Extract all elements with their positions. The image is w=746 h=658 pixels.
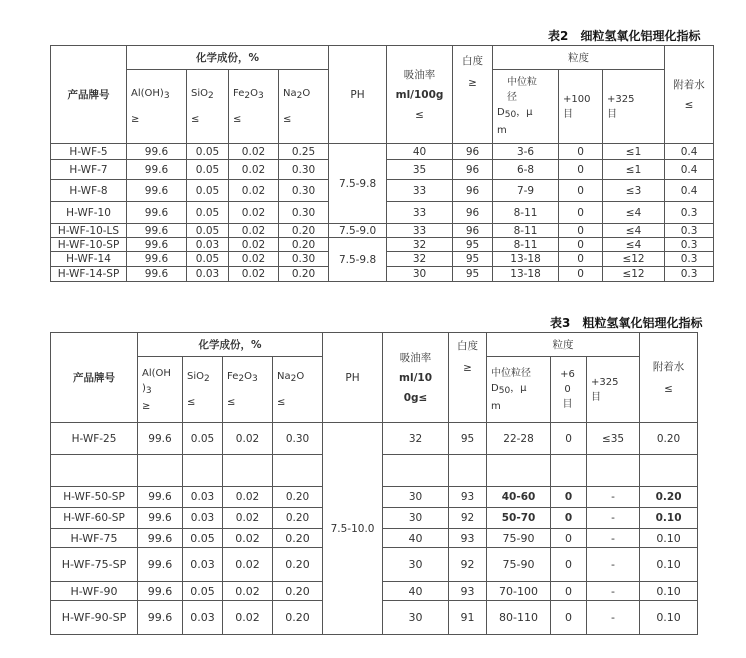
- cell-p325: -: [587, 508, 640, 529]
- cell-al: 99.6: [127, 160, 187, 180]
- cell-p60: 0: [551, 487, 587, 508]
- cell-na: [273, 455, 323, 487]
- table2-header-oil-line1: 吸油率: [403, 68, 436, 81]
- table3-caption-title: 粗粒氢氧化铝理化指标: [582, 316, 703, 330]
- table2-header-product: 产品牌号: [51, 46, 127, 144]
- table-row: [51, 144, 714, 160]
- cell-na: 0.20: [273, 582, 323, 601]
- cell-name: H-WF-5: [51, 144, 127, 160]
- cell-oil: 40: [383, 529, 449, 548]
- aloh3-line1: Al(OH: [142, 367, 171, 379]
- cell-white: 95: [453, 252, 493, 267]
- cell-p100: 0: [559, 238, 603, 252]
- table3-header-product: 产品牌号: [51, 333, 138, 423]
- cell-al: 99.6: [127, 238, 187, 252]
- cell-fe: 0.02: [229, 160, 279, 180]
- table3-header-whiteness-label: 白度: [457, 340, 479, 352]
- cell-fe: 0.02: [229, 180, 279, 202]
- table3-header-water-label: 附着水: [652, 360, 685, 373]
- cell-p60: [551, 455, 587, 487]
- cell-oil: 40: [387, 144, 453, 160]
- table3-header-aloh3: [138, 357, 183, 423]
- cell-fe: 0.02: [229, 144, 279, 160]
- cell-name: H-WF-10-LS: [51, 224, 127, 238]
- cell-oil: 30: [383, 508, 449, 529]
- cell-white: 96: [453, 224, 493, 238]
- p60-line2: 0: [564, 384, 571, 395]
- table2-header-oil: [387, 46, 453, 144]
- cell-p325: ≤4: [603, 224, 665, 238]
- cell-name: [51, 548, 138, 582]
- cell-white: [449, 455, 487, 487]
- table-row: [51, 224, 714, 238]
- cell-p325: ≤35: [587, 423, 640, 455]
- cell-water: 0.10: [640, 601, 698, 635]
- cell-d50: 7-9: [493, 180, 559, 202]
- cell-na: 0.20: [273, 508, 323, 529]
- cell-p100: 0: [559, 267, 603, 282]
- cell-p325: ≤12: [603, 252, 665, 267]
- cell-al: [138, 455, 183, 487]
- cell-d50: 80-110: [487, 601, 551, 635]
- cell-si: 0.05: [187, 160, 229, 180]
- table2-header-water-label: 附着水: [673, 78, 705, 91]
- cell-fe: 0.02: [223, 423, 273, 455]
- cell-oil: 32: [387, 252, 453, 267]
- cell-name: H-WF-50-SP: [51, 487, 138, 508]
- cell-water: 0.3: [665, 202, 714, 224]
- sio2-sub: 2: [208, 91, 214, 101]
- table3-header-sio2: [183, 357, 223, 423]
- cell-water: 0.10: [640, 508, 698, 529]
- cell-na: 0.20: [273, 548, 323, 582]
- cell-al: 99.6: [127, 224, 187, 238]
- cell-si: 0.05: [183, 423, 223, 455]
- cell-name: H-WF-60-SP: [51, 508, 138, 529]
- cell-p325: -: [587, 601, 640, 635]
- cell-fe: 0.02: [223, 548, 273, 582]
- cell-d50: 3-6: [493, 144, 559, 160]
- cell-white: 96: [453, 160, 493, 180]
- cell-name: H-WF-10-SP: [51, 238, 127, 252]
- table3-header-oil-line2: ml/10: [399, 371, 433, 384]
- cell-p325: -: [587, 529, 640, 548]
- cell-name: H-WF-90: [51, 582, 138, 601]
- cell-white: 96: [453, 202, 493, 224]
- cell-d50: 13-18: [493, 267, 559, 282]
- cell-white: 95: [453, 267, 493, 282]
- cell-p325: ≤3: [603, 180, 665, 202]
- cell-ph: 7.5-9.0: [329, 224, 387, 238]
- cell-si: 0.05: [187, 224, 229, 238]
- cell-d50: 40-60: [487, 487, 551, 508]
- cell-water: 0.3: [665, 252, 714, 267]
- fe2o3-sub2: 3: [257, 91, 264, 101]
- cell-oil: 33: [387, 180, 453, 202]
- cell-d50: 8-11: [493, 238, 559, 252]
- cell-oil: 30: [383, 548, 449, 582]
- cell-water: 0.10: [640, 529, 698, 548]
- cell-ph: 7.5-9.8: [329, 144, 387, 224]
- cell-na: 0.20: [273, 601, 323, 635]
- table2-header-fe2o3: [229, 70, 279, 144]
- sio2-label: SiO: [191, 88, 208, 99]
- cell-water: [640, 455, 698, 487]
- cell-si: 0.05: [187, 202, 229, 224]
- cell-p100: 0: [559, 180, 603, 202]
- p325-line2: 目: [607, 108, 618, 120]
- table2-header-sio2: [187, 70, 229, 144]
- cell-water: 0.4: [665, 160, 714, 180]
- cell-al: 99.6: [127, 144, 187, 160]
- aloh3-sub: 3: [163, 91, 170, 101]
- cell-al: 99.6: [127, 267, 187, 282]
- cell-si: 0.03: [183, 487, 223, 508]
- cell-na: 0.20: [273, 487, 323, 508]
- cell-name: [51, 601, 138, 635]
- table2-header-water-rel: ≤: [684, 98, 694, 111]
- cell-p100: 0: [559, 144, 603, 160]
- cell-p100: 0: [559, 160, 603, 180]
- cell-si: 0.03: [183, 508, 223, 529]
- cell-name: H-WF-7: [51, 160, 127, 180]
- cell-name: H-WF-14: [51, 252, 127, 267]
- median-sub: 50: [498, 385, 511, 396]
- table2-header-ph: PH: [329, 46, 387, 144]
- cell-al: 99.6: [127, 252, 187, 267]
- cell-d50: 8-11: [493, 224, 559, 238]
- na2o-rel: ≤: [277, 397, 286, 408]
- aloh3-line2: ): [142, 382, 146, 394]
- sio2-rel: ≤: [187, 397, 196, 408]
- na2o-label: Na: [277, 371, 291, 382]
- cell-al: 99.6: [138, 529, 183, 548]
- fe2o3-label: Fe: [233, 88, 245, 99]
- cell-p60: 0: [551, 508, 587, 529]
- cell-si: 0.03: [183, 601, 223, 635]
- fe2o3-rel: ≤: [227, 397, 236, 408]
- cell-si: 0.05: [187, 180, 229, 202]
- cell-d50: 75-90: [487, 548, 551, 582]
- median-line2: 径: [507, 92, 518, 103]
- cell-d50: 70-100: [487, 582, 551, 601]
- median-unit: m: [491, 400, 501, 412]
- table3-header-p60: [551, 357, 587, 423]
- cell-fe: 0.02: [223, 601, 273, 635]
- cell-d50: 13-18: [493, 252, 559, 267]
- table2-header-oil-line3: ≤: [415, 108, 424, 121]
- table3: [50, 332, 698, 635]
- median-tail: ，μ: [516, 107, 533, 118]
- cell-p325: ≤4: [603, 202, 665, 224]
- cell-white: 92: [449, 548, 487, 582]
- aloh3-label: Al(OH): [131, 88, 164, 99]
- table3-caption: [550, 314, 703, 331]
- fe2o3-sub1: 2: [244, 91, 251, 101]
- cell-d50: 50-70: [487, 508, 551, 529]
- table3-header-water-rel: ≤: [664, 382, 673, 395]
- table2-header-na2o: [279, 70, 329, 144]
- cell-water: 0.20: [640, 487, 698, 508]
- cell-water: 0.10: [640, 582, 698, 601]
- median-sub: 50: [504, 110, 517, 120]
- p100-line1: +100: [563, 93, 591, 105]
- cell-d50: [487, 455, 551, 487]
- cell-name: H-WF-8: [51, 180, 127, 202]
- table3-header-ph: PH: [323, 333, 383, 423]
- cell-oil: 33: [387, 202, 453, 224]
- cell-oil: [383, 455, 449, 487]
- p325-line1: +325: [591, 376, 619, 388]
- table2-header-water: [665, 46, 714, 144]
- cell-name-text: H-WF-90-SP: [61, 611, 127, 624]
- table3-header-whiteness: [449, 333, 487, 423]
- fe2o3-rel: ≤: [233, 114, 242, 125]
- cell-fe: 0.02: [223, 529, 273, 548]
- cell-water: 0.3: [665, 224, 714, 238]
- table3-header-water: [640, 333, 698, 423]
- cell-p325: ≤12: [603, 267, 665, 282]
- cell-na: 0.30: [279, 160, 329, 180]
- p60-line3: 目: [562, 399, 573, 410]
- cell-si: 0.05: [183, 529, 223, 548]
- table3-header-na2o: [273, 357, 323, 423]
- table3-header-oil: [383, 333, 449, 423]
- na2o-tail: O: [302, 88, 311, 99]
- p100-line2: 目: [563, 108, 574, 120]
- aloh3-rel: ≥: [142, 400, 151, 412]
- cell-d50: 8-11: [493, 202, 559, 224]
- cell-water: 0.10: [640, 548, 698, 582]
- cell-p60: 0: [551, 601, 587, 635]
- cell-p100: 0: [559, 224, 603, 238]
- cell-si: 0.03: [187, 267, 229, 282]
- cell-oil: 35: [387, 160, 453, 180]
- table2-header-whiteness-label: 白度: [462, 55, 484, 67]
- cell-p325: ≤1: [603, 144, 665, 160]
- aloh3-rel: ≥: [131, 114, 140, 125]
- cell-al: 99.6: [138, 487, 183, 508]
- cell-oil: 32: [387, 238, 453, 252]
- na2o-tail: O: [296, 371, 305, 382]
- cell-p325: [587, 455, 640, 487]
- cell-al: 99.6: [138, 548, 183, 582]
- cell-al: 99.6: [127, 180, 187, 202]
- cell-white: 93: [449, 529, 487, 548]
- cell-ph: 7.5-9.8: [329, 238, 387, 282]
- cell-name: H-WF-14-SP: [51, 267, 127, 282]
- table3-header-oil-line1: 吸油率: [399, 351, 432, 364]
- cell-white: 92: [449, 508, 487, 529]
- table-row: [51, 423, 698, 455]
- table2-header-oil-line2: ml/100g: [395, 88, 444, 101]
- cell-fe: 0.02: [229, 267, 279, 282]
- median-line1: 中位粒径: [491, 367, 532, 379]
- na2o-sub: 2: [296, 91, 303, 101]
- cell-p325: -: [587, 548, 640, 582]
- median-d: D: [497, 107, 505, 118]
- cell-p60: 0: [551, 548, 587, 582]
- p325-line2: 目: [591, 391, 602, 403]
- table2-header-particle: 粒度: [493, 46, 665, 70]
- cell-fe: 0.02: [229, 224, 279, 238]
- cell-oil: 30: [387, 267, 453, 282]
- cell-si: [183, 455, 223, 487]
- fe2o3-label: Fe: [227, 371, 239, 382]
- table2-header-median: [493, 70, 559, 144]
- fe2o3-sub1: 2: [238, 374, 245, 384]
- cell-p60: 0: [551, 529, 587, 548]
- table-row: [51, 238, 714, 252]
- cell-water: 0.4: [665, 144, 714, 160]
- cell-name-text: H-WF-75-SP: [61, 558, 127, 571]
- cell-na: 0.20: [273, 529, 323, 548]
- fe2o3-mid: O: [244, 371, 252, 382]
- cell-fe: 0.02: [223, 582, 273, 601]
- cell-al: 99.6: [138, 508, 183, 529]
- cell-oil: 32: [383, 423, 449, 455]
- table2-header-aloh3: [127, 70, 187, 144]
- cell-white: 93: [449, 487, 487, 508]
- median-tail: ，μ: [510, 382, 527, 394]
- p325-line1: +325: [607, 93, 635, 105]
- table3-header-fe2o3: [223, 357, 273, 423]
- cell-na: 0.20: [279, 224, 329, 238]
- cell-fe: 0.02: [223, 508, 273, 529]
- cell-al: 99.6: [138, 601, 183, 635]
- p60-line1: +6: [560, 369, 575, 380]
- table2-header-whiteness-rel: ≥: [468, 77, 477, 89]
- sio2-label: SiO: [187, 371, 204, 382]
- cell-d50: 75-90: [487, 529, 551, 548]
- aloh3-sub: 3: [145, 385, 152, 396]
- table3-header-composition: 化学成份，%: [138, 333, 323, 357]
- table3-caption-number: 表3: [550, 316, 571, 330]
- na2o-label: Na: [283, 88, 297, 99]
- cell-p100: 0: [559, 252, 603, 267]
- na2o-sub: 2: [290, 374, 297, 384]
- table3-header-particle: 粒度: [487, 333, 640, 357]
- cell-oil: 30: [383, 601, 449, 635]
- cell-si: 0.05: [183, 582, 223, 601]
- na2o-rel: ≤: [283, 114, 292, 125]
- table2: [50, 45, 714, 282]
- median-line1: 中位粒: [507, 77, 538, 88]
- median-unit: m: [497, 125, 507, 136]
- cell-fe: 0.02: [223, 487, 273, 508]
- cell-p325: ≤1: [603, 160, 665, 180]
- fe2o3-sub2: 3: [251, 374, 258, 384]
- cell-white: 96: [453, 180, 493, 202]
- cell-fe: 0.02: [229, 252, 279, 267]
- cell-white: 95: [453, 238, 493, 252]
- table3-header-whiteness-rel: ≥: [463, 362, 472, 374]
- cell-white: 96: [453, 144, 493, 160]
- cell-al: 99.6: [127, 202, 187, 224]
- sio2-sub: 2: [204, 374, 210, 384]
- cell-white: 91: [449, 601, 487, 635]
- cell-p60: 0: [551, 423, 587, 455]
- cell-na: 0.30: [273, 423, 323, 455]
- sio2-rel: ≤: [191, 114, 200, 125]
- table2-header-p325: [603, 70, 665, 144]
- cell-name: [51, 455, 138, 487]
- cell-na: 0.25: [279, 144, 329, 160]
- cell-p325: ≤4: [603, 238, 665, 252]
- table2-caption-number: 表2: [548, 29, 569, 43]
- cell-na: 0.30: [279, 202, 329, 224]
- cell-water: 0.3: [665, 267, 714, 282]
- table3-header-median: [487, 357, 551, 423]
- cell-name: H-WF-10: [51, 202, 127, 224]
- cell-water: 0.3: [665, 238, 714, 252]
- table3-header-p325: [587, 357, 640, 423]
- cell-white: 95: [449, 423, 487, 455]
- median-d: D: [491, 382, 499, 394]
- cell-p60: 0: [551, 582, 587, 601]
- cell-fe: 0.02: [229, 202, 279, 224]
- cell-al: 99.6: [138, 582, 183, 601]
- cell-oil: 40: [383, 582, 449, 601]
- cell-water: 0.20: [640, 423, 698, 455]
- table2-header-p100: [559, 70, 603, 144]
- table2-header-whiteness: [453, 46, 493, 144]
- cell-d50: 6-8: [493, 160, 559, 180]
- cell-p100: 0: [559, 202, 603, 224]
- fe2o3-mid: O: [250, 88, 258, 99]
- cell-d50: 22-28: [487, 423, 551, 455]
- table2-caption: [548, 27, 701, 44]
- cell-name: H-WF-25: [51, 423, 138, 455]
- cell-oil: 30: [383, 487, 449, 508]
- cell-na: 0.30: [279, 252, 329, 267]
- cell-na: 0.20: [279, 238, 329, 252]
- cell-fe: 0.02: [229, 238, 279, 252]
- cell-si: 0.03: [183, 548, 223, 582]
- cell-p325: -: [587, 582, 640, 601]
- cell-oil: 33: [387, 224, 453, 238]
- table2-caption-title: 细粒氢氧化铝理化指标: [580, 29, 701, 43]
- cell-white: 93: [449, 582, 487, 601]
- cell-si: 0.05: [187, 144, 229, 160]
- cell-si: 0.03: [187, 238, 229, 252]
- cell-fe: [223, 455, 273, 487]
- table2-header-composition: 化学成份，%: [127, 46, 329, 70]
- cell-al: 99.6: [138, 423, 183, 455]
- cell-si: 0.05: [187, 252, 229, 267]
- cell-na: 0.20: [279, 267, 329, 282]
- cell-na: 0.30: [279, 180, 329, 202]
- cell-ph: 7.5-10.0: [323, 423, 383, 635]
- cell-p325: -: [587, 487, 640, 508]
- cell-name: H-WF-75: [51, 529, 138, 548]
- cell-water: 0.4: [665, 180, 714, 202]
- table3-header-oil-line3: 0g≤: [403, 391, 428, 404]
